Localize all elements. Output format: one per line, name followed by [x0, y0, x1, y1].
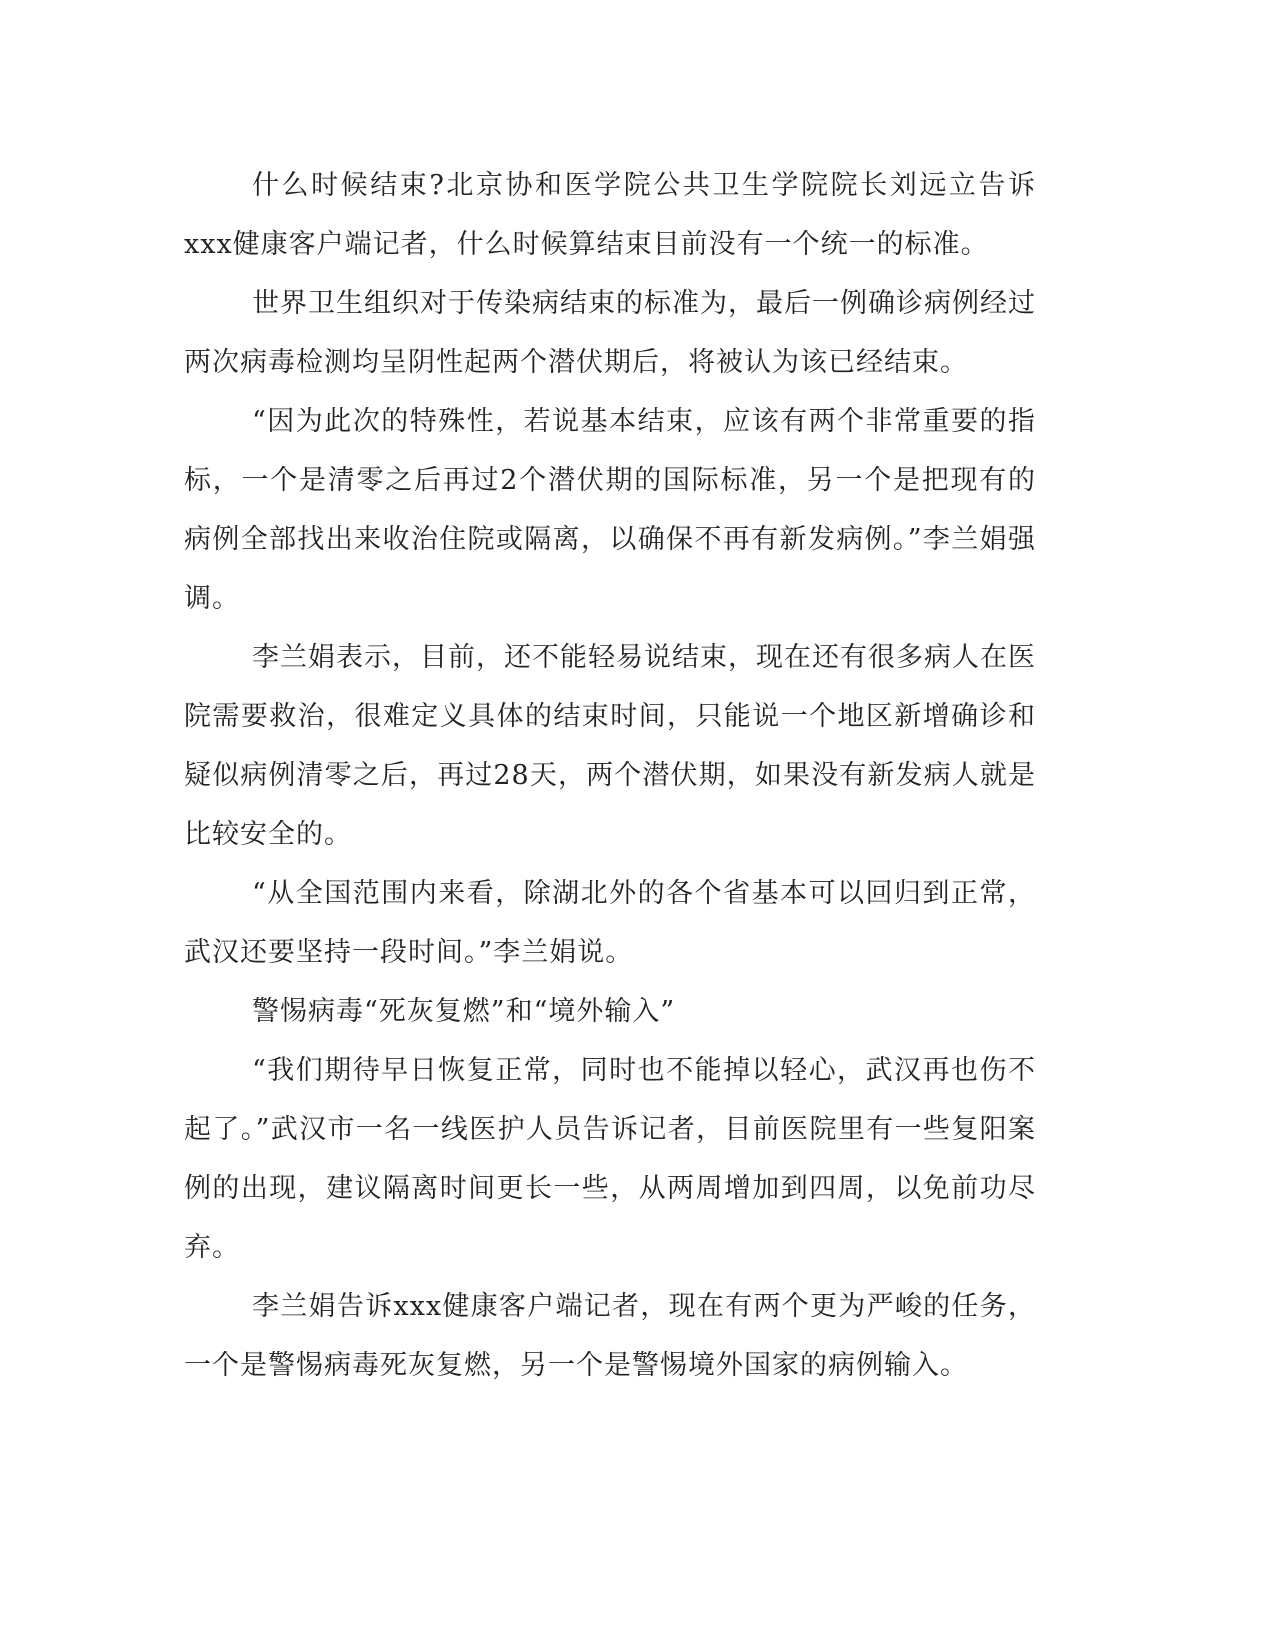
paragraph-two-indicators-quote: “因为此次的特殊性，若说基本结束，应该有两个非常重要的指标，一个是清零之后再过2个潜伏期的国际标准，另一个是把现有的病例全部找出来收治住院或隔离，以确保不再有新发病例。”李兰娟强调。 — [184, 406, 1036, 614]
paragraph-medical-staff-quote: “我们期待早日恢复正常，同时也不能掉以轻心，武汉再也伤不起了。”武汉市一名一线医护人员告诉记者，目前医院里有一些复阳案例的出现，建议隔离时间更长一些，从两周增加到四周，以免前功尽弃。 — [184, 1055, 1036, 1263]
paragraph-end-criteria-question: 什么时候结束?北京协和医学院公共卫生学院院长刘远立告诉xxx健康客户端记者，什么时候算结束目前没有一个统一的标准。 — [184, 170, 1036, 260]
paragraph-who-standard: 世界卫生组织对于传染病结束的标准为，最后一例确诊病例经过两次病毒检测均呈阴性起两个潜伏期后，将被认为该已经结束。 — [184, 288, 1036, 378]
paragraph-two-tasks: 李兰娟告诉xxx健康客户端记者，现在有两个更为严峻的任务，一个是警惕病毒死灰复燃，另一个是警惕境外国家的病例输入。 — [184, 1291, 1036, 1381]
document-body — [184, 156, 1036, 1395]
paragraph-cannot-declare-end: 李兰娟表示，目前，还不能轻易说结束，现在还有很多病人在医院需要救治，很难定义具体的结束时间，只能说一个地区新增确诊和疑似病例清零之后，再过28天，两个潜伏期，如果没有新发病人就是比较安全的。 — [184, 642, 1036, 850]
paragraph-nationwide-quote: “从全国范围内来看，除湖北外的各个省基本可以回归到正常，武汉还要坚持一段时间。”李兰娟说。 — [184, 878, 1036, 968]
section-heading-vigilance: 警惕病毒“死灰复燃”和“境外输入” — [252, 996, 676, 1027]
